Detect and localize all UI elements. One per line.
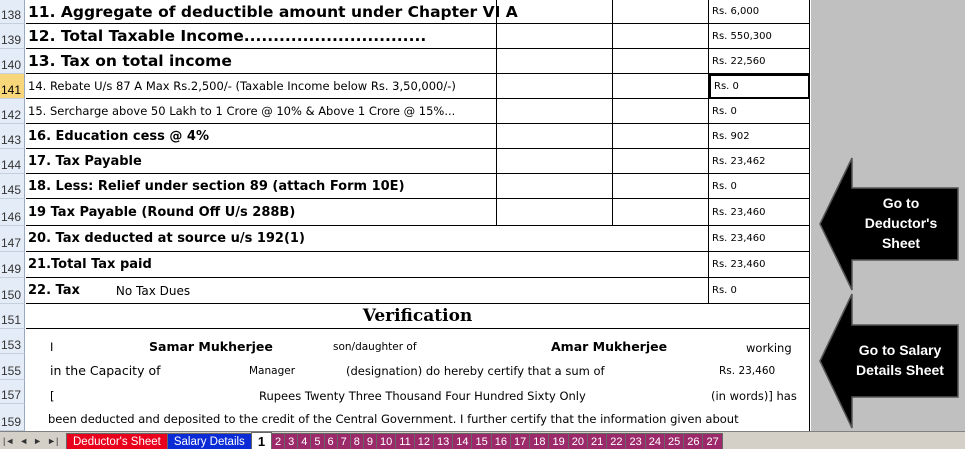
amount-cell[interactable]: Rs. 23,462: [709, 149, 810, 174]
amount-cell[interactable]: Rs. 23,460: [709, 226, 810, 252]
row-header[interactable]: 141: [0, 74, 25, 99]
tab-sheet-10[interactable]: 10: [376, 433, 396, 449]
blank-cell[interactable]: [613, 149, 709, 174]
blank-cell[interactable]: [613, 74, 709, 99]
blank-cell[interactable]: [497, 149, 613, 174]
bracket-open: [: [50, 389, 55, 403]
tab-sheet-19[interactable]: 19: [548, 433, 568, 449]
row-label-cell[interactable]: [26, 99, 497, 124]
in-words-label: (in words)] has: [711, 389, 797, 403]
amount-in-words: Rupees Twenty Three Thousand Four Hundred Sixty Only: [259, 389, 586, 403]
row-label: 12. Total Taxable Income...............................: [28, 27, 427, 45]
verification-title: Verification: [26, 304, 810, 329]
blank-cell[interactable]: [613, 174, 709, 199]
parent-name: Amar Mukherjee: [551, 339, 668, 354]
amount-cell[interactable]: Rs. 6,000: [709, 0, 810, 24]
row-header[interactable]: 159: [0, 404, 25, 431]
row-label: 16. Education cess @ 4%: [28, 128, 209, 144]
tab-sheet-9[interactable]: 9: [363, 433, 377, 449]
row-header[interactable]: 149: [0, 252, 25, 278]
tab-sheet-16[interactable]: 16: [491, 433, 511, 449]
row-label: 11. Aggregate of deductible amount under Chapter VI A: [28, 2, 518, 21]
blank-cell[interactable]: [613, 199, 709, 226]
deductor-button-line3: Sheet: [881, 235, 921, 251]
tab-sheet-4[interactable]: 4: [297, 433, 311, 449]
tab-sheet-3[interactable]: 3: [284, 433, 298, 449]
verification-body: [26, 329, 810, 431]
row-label-cell[interactable]: [26, 278, 709, 304]
tab-sheet-25[interactable]: 25: [664, 433, 684, 449]
row-label-cell[interactable]: [26, 199, 497, 226]
row-header[interactable]: 146: [0, 199, 25, 226]
tab-deductors-sheet[interactable]: Deductor's Sheet: [66, 433, 168, 449]
designation-value: Manager: [249, 365, 296, 377]
tab-scroll-arrow-icon[interactable]: ►: [33, 435, 43, 446]
tab-sheet-27[interactable]: 27: [702, 433, 722, 449]
tab-sheet-22[interactable]: 22: [606, 433, 626, 449]
blank-cell[interactable]: [497, 124, 613, 149]
row-label-cell[interactable]: [26, 49, 497, 74]
certified-amount: Rs. 23,460: [719, 365, 776, 377]
amount-cell[interactable]: Rs. 550,300: [709, 24, 810, 49]
go-to-salary-details-button[interactable]: [818, 293, 960, 429]
row-label-cell[interactable]: [26, 149, 497, 174]
row-label-cell[interactable]: [26, 74, 497, 99]
capacity-label: in the Capacity of: [50, 363, 161, 378]
tab-sheet-26[interactable]: 26: [683, 433, 703, 449]
tab-sheet-7[interactable]: 7: [337, 433, 351, 449]
verif-prefix: I: [50, 340, 54, 354]
tab-sheet-8[interactable]: 8: [350, 433, 364, 449]
row-header[interactable]: 153: [0, 329, 25, 354]
blank-cell[interactable]: [497, 49, 613, 74]
tab-sheet-13[interactable]: 13: [433, 433, 453, 449]
row-header[interactable]: 150: [0, 278, 25, 304]
tab-sheet-5[interactable]: 5: [310, 433, 324, 449]
blank-cell[interactable]: [497, 199, 613, 226]
tab-sheet-12[interactable]: 12: [414, 433, 434, 449]
amount-cell[interactable]: Rs. 902: [709, 124, 810, 149]
row-label: 17. Tax Payable: [28, 153, 142, 169]
blank-cell[interactable]: [613, 0, 709, 24]
row-header[interactable]: 138: [0, 0, 25, 24]
tab-sheet-17[interactable]: 17: [510, 433, 530, 449]
tab-sheet-6[interactable]: 6: [324, 433, 338, 449]
row-header[interactable]: 157: [0, 380, 25, 404]
tab-sheet-11[interactable]: 11: [395, 433, 414, 449]
tab-sheet-14[interactable]: 14: [452, 433, 472, 449]
relation-label: son/daughter of: [333, 341, 417, 353]
row-label-cell[interactable]: [26, 252, 709, 278]
amount-cell[interactable]: Rs. 0: [709, 74, 810, 99]
row-header[interactable]: 144: [0, 149, 25, 174]
amount-cell[interactable]: Rs. 0: [709, 278, 810, 304]
blank-cell[interactable]: [497, 174, 613, 199]
salary-button-line2: Details Sheet: [856, 362, 944, 378]
certify-text: (designation) do hereby certify that a sum of: [346, 364, 605, 378]
certify-continuation: been deducted and deposited to the credit of the Central Government. I further certify that the information given about: [48, 412, 739, 426]
sheet-tabs: [66, 432, 722, 449]
amount-cell[interactable]: Rs. 0: [709, 99, 810, 124]
blank-cell[interactable]: [613, 49, 709, 74]
employee-name: Samar Mukherjee: [149, 339, 273, 354]
sheet-tab-bar: [0, 431, 965, 449]
tab-sheet-18[interactable]: 18: [529, 433, 549, 449]
tab-sheet-1[interactable]: 1: [251, 432, 272, 449]
row-label: 15. Sercharge above 50 Lakh to 1 Crore @ 10% & Above 1 Crore @ 15%...: [28, 104, 456, 118]
go-to-deductor-sheet-button[interactable]: [818, 157, 960, 291]
row-header[interactable]: 142: [0, 99, 25, 124]
row-label-cell[interactable]: [26, 124, 497, 149]
tax-status: No Tax Dues: [115, 283, 191, 298]
amount-cell[interactable]: Rs. 23,460: [709, 252, 810, 278]
row-label: 21.Total Tax paid: [28, 257, 152, 272]
row-header[interactable]: 140: [0, 49, 25, 74]
tab-salary-details[interactable]: Salary Details: [167, 433, 252, 449]
row-header[interactable]: 155: [0, 354, 25, 380]
row-label: 22. Tax: [28, 283, 80, 298]
row-header[interactable]: 151: [0, 304, 25, 329]
row-header[interactable]: 143: [0, 124, 25, 149]
row-label: 14. Rebate U/s 87 A Max Rs.2,500/- (Taxable Income below Rs. 3,50,000/-): [28, 79, 456, 93]
blank-cell[interactable]: [613, 124, 709, 149]
row-label-cell[interactable]: [26, 0, 518, 24]
row-label: 19 Tax Payable (Round Off U/s 288B): [28, 204, 296, 220]
tab-sheet-24[interactable]: 24: [645, 433, 665, 449]
tab-sheet-23[interactable]: 23: [625, 433, 645, 449]
deductor-button-line2: Deductor's: [864, 215, 938, 231]
tab-scroll-arrow-icon[interactable]: |◄: [3, 435, 15, 446]
blank-cell[interactable]: [613, 99, 709, 124]
working-label: working: [746, 341, 792, 355]
row-label: 20. Tax deducted at source u/s 192(1): [28, 231, 305, 246]
tab-sheet-20[interactable]: 20: [568, 433, 588, 449]
tab-scroll-arrow-icon[interactable]: ►|: [47, 435, 59, 446]
row-label-cell[interactable]: [26, 174, 497, 199]
row-header[interactable]: 139: [0, 24, 25, 49]
tab-sheet-15[interactable]: 15: [471, 433, 491, 449]
amount-cell[interactable]: Rs. 0: [709, 174, 810, 199]
blank-cell[interactable]: [613, 24, 709, 49]
row-label: 13. Tax on total income: [28, 52, 232, 70]
row-label-cell[interactable]: [26, 226, 709, 252]
blank-cell[interactable]: [497, 24, 613, 49]
tab-sheet-21[interactable]: 21: [587, 433, 607, 449]
amount-cell[interactable]: Rs. 22,560: [709, 49, 810, 74]
tab-sheet-2[interactable]: 2: [271, 433, 285, 449]
tab-scroll-arrow-icon[interactable]: ◄: [19, 435, 29, 446]
deductor-button-line1: Go to: [882, 195, 920, 211]
blank-cell[interactable]: [497, 74, 613, 99]
blank-cell[interactable]: [497, 99, 613, 124]
row-label: 18. Less: Relief under section 89 (attach Form 10E): [28, 178, 405, 194]
row-header[interactable]: 147: [0, 226, 25, 252]
row-header[interactable]: 145: [0, 174, 25, 199]
row-label-cell[interactable]: [26, 24, 497, 49]
blank-cell[interactable]: [497, 0, 613, 24]
salary-button-line1: Go to Salary: [858, 342, 942, 358]
tab-scroll-controls: [0, 432, 66, 449]
amount-cell[interactable]: Rs. 23,460: [709, 199, 810, 226]
